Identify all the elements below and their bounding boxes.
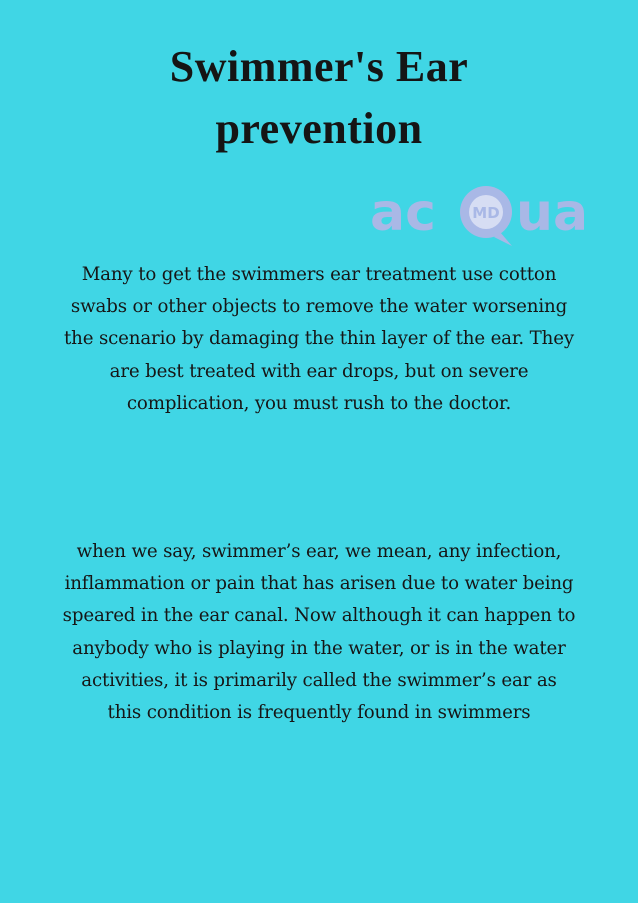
- logo-text-left: ac: [370, 183, 436, 243]
- paragraph-2: when we say, swimmer’s ear, we mean, any infection, inflammation or pain that has arisen due to water being speared in the ear canal. Now although it can happen to anybody who is playing in the water, or is in the water activities, it is primarily called the swimmer’s ear as this condition is frequently found in swimmers: [62, 541, 576, 724]
- logo-badge-icon: [460, 186, 512, 246]
- acqua-md-logo: [370, 180, 610, 250]
- title-line-2: prevention: [215, 104, 423, 153]
- logo-text-right: ua: [516, 183, 589, 243]
- paragraph-1: Many to get the swimmers ear treatment use cotton swabs or other objects to remove the water worsening the scenario by damaging the thin layer of the ear. They are best treated with ear drops, but on severe complication, you must rush to the doctor.: [64, 264, 574, 414]
- logo-badge-text: MD: [472, 204, 500, 222]
- page-title: [0, 36, 638, 160]
- title-line-1: Swimmer's Ear: [169, 42, 469, 91]
